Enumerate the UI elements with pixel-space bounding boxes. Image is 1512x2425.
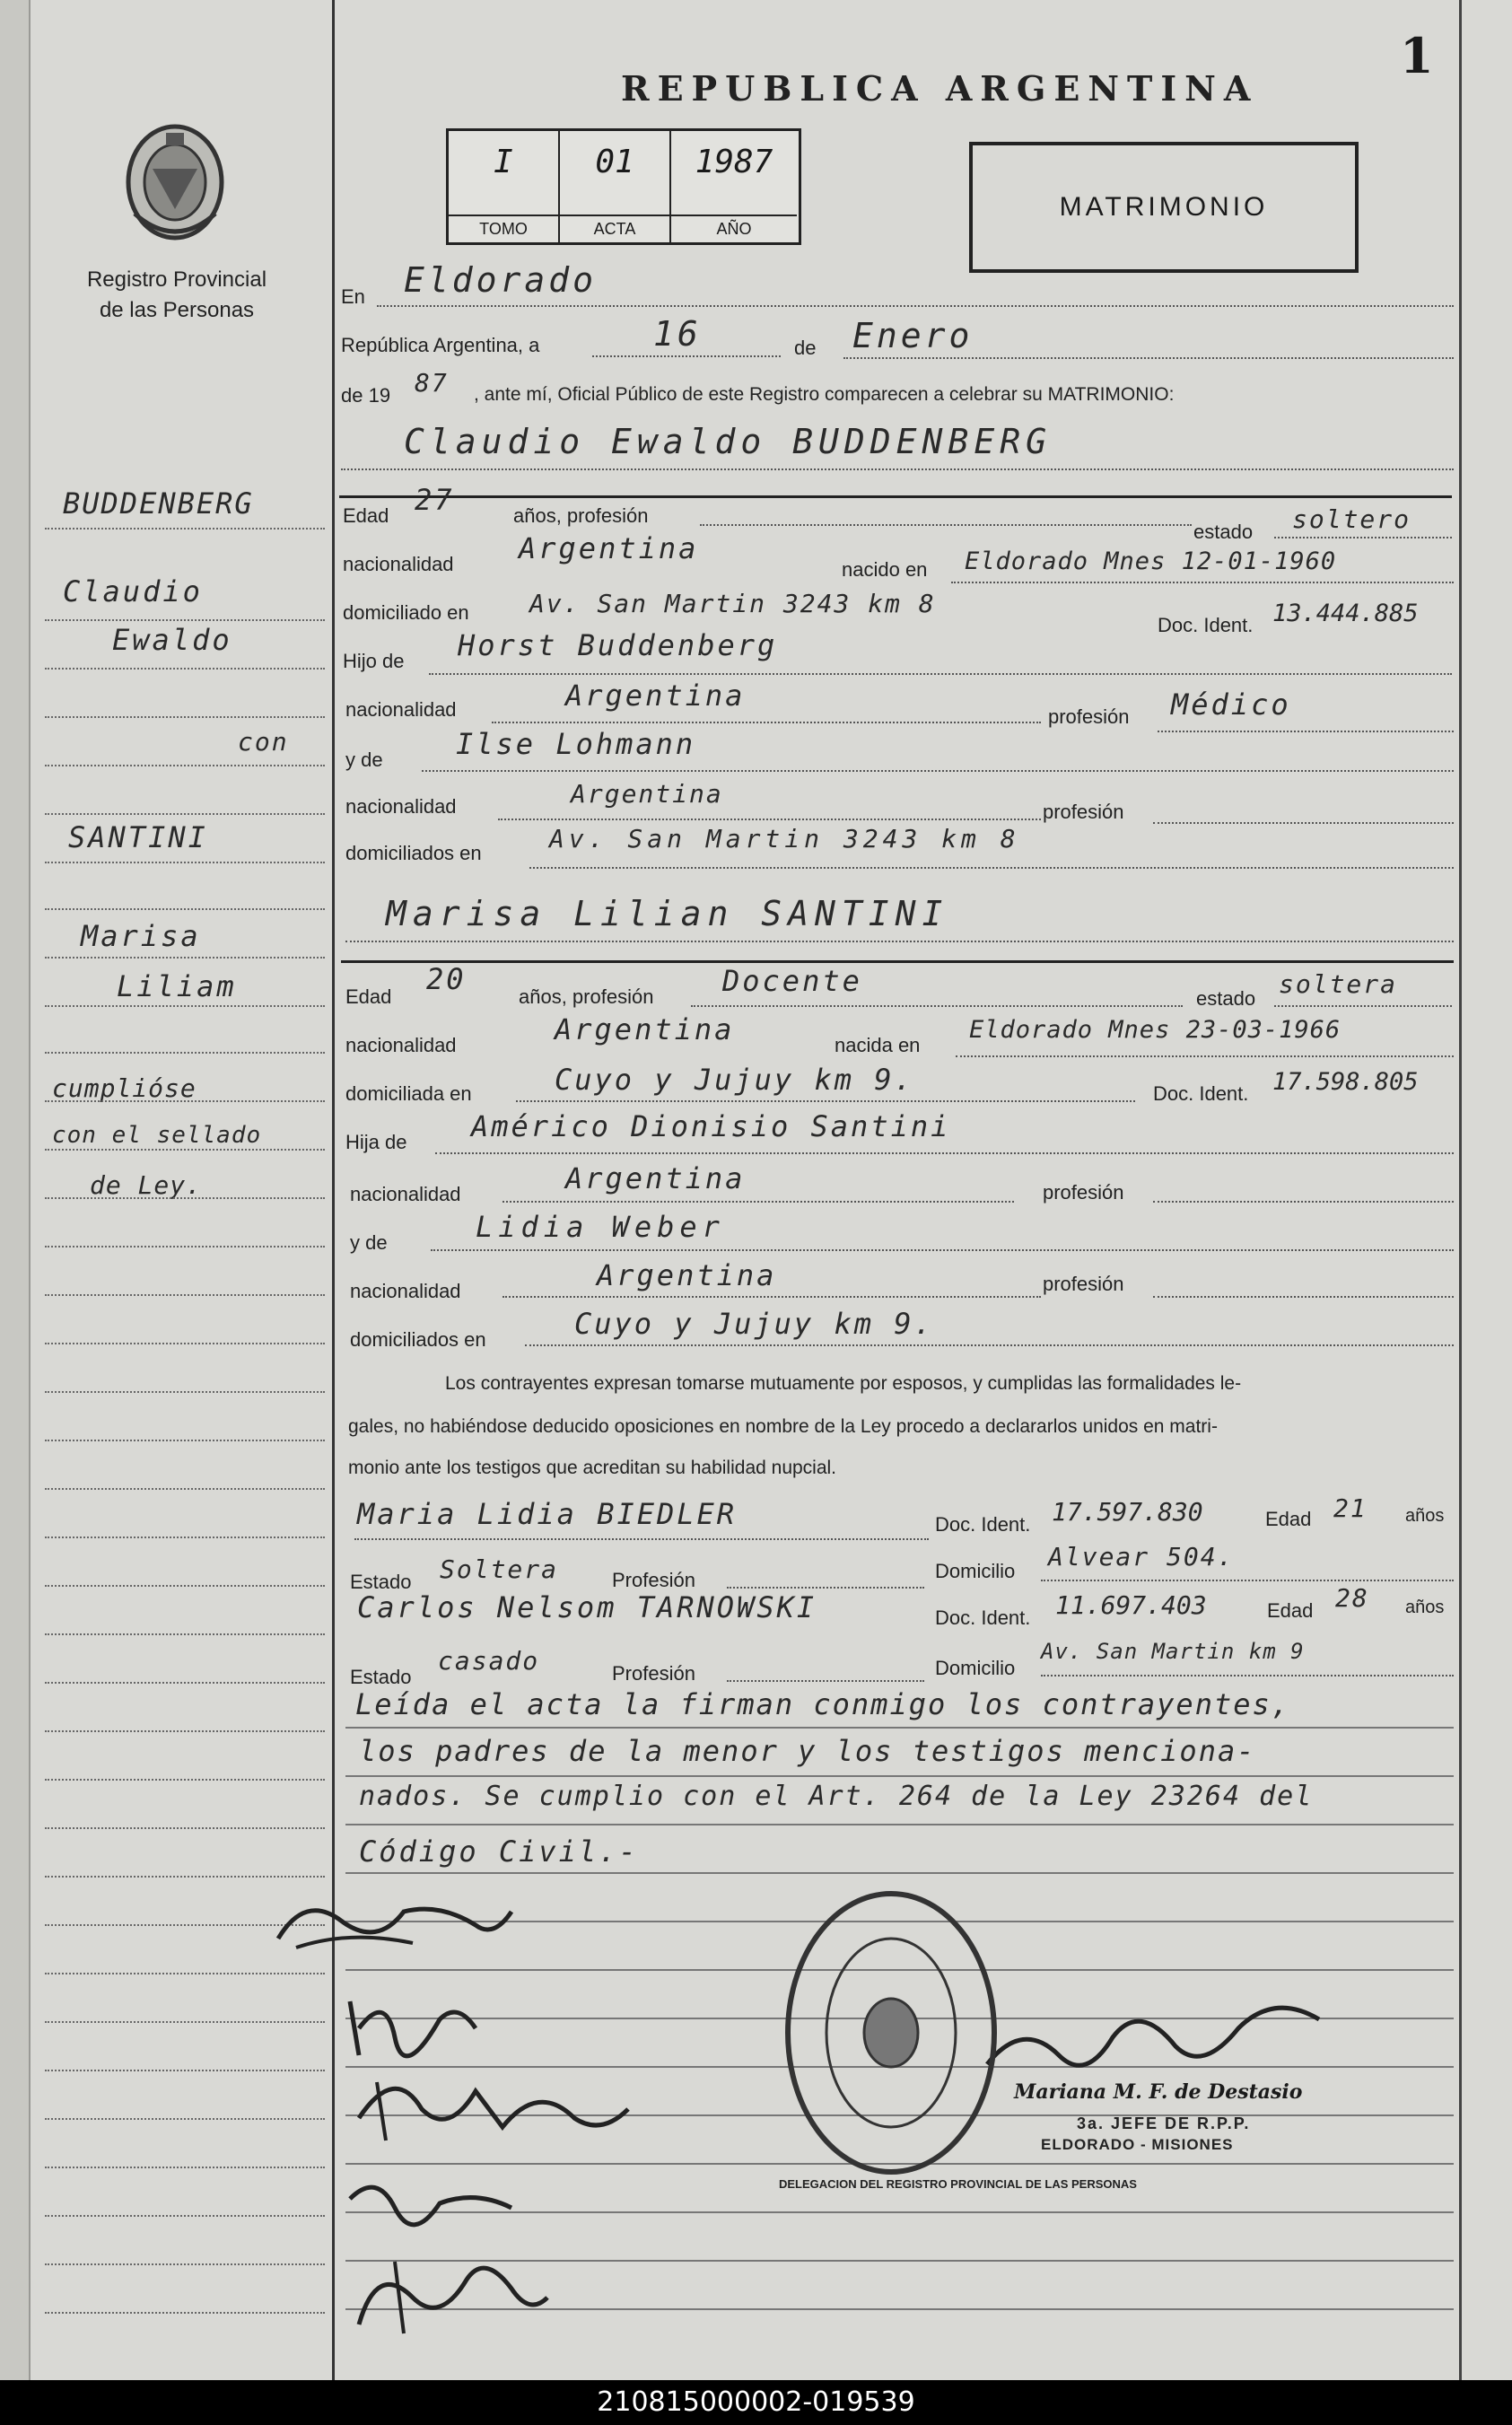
closing-rule [345, 1872, 1454, 1874]
groom-father-prof-label: profesión [1048, 705, 1130, 728]
margin-dotline [45, 2312, 325, 2314]
margin-dotline [45, 862, 325, 863]
margin-given-1b: Ewaldo [112, 623, 232, 657]
groom-status-dotline [1274, 537, 1452, 538]
margin-note-3: de Ley. [90, 1170, 203, 1200]
groom-estado-label: estado [1193, 521, 1254, 543]
margin-given-2a: Marisa [81, 919, 201, 953]
bride-father: Américo Dionisio Santini [471, 1109, 951, 1143]
bride-estado-label: estado [1196, 987, 1256, 1010]
page-edge [1459, 0, 1462, 2380]
ano-cell [671, 131, 797, 242]
margin-dotline [45, 2021, 325, 2023]
bride-parents-dom-label: domiciliados en [350, 1328, 486, 1351]
bride-father-prof-dotline [1153, 1201, 1454, 1203]
witness-1-name: Maria Lidia BIEDLER [357, 1497, 738, 1531]
witness-2-address: Av. San Martin km 9 [1041, 1639, 1305, 1664]
margin-dotline [45, 528, 325, 530]
margin-dotline [45, 716, 325, 718]
en-label: En [341, 285, 365, 308]
day-dotline [592, 355, 781, 357]
groom-father-dotline [429, 673, 1452, 675]
witness-2-anos-label: años [1405, 1598, 1445, 1617]
witness-1-doc-label: Doc. Ident. [935, 1513, 1031, 1536]
bride-father-nac-label: nacionalidad [350, 1183, 461, 1205]
year-prefix: de 19 [341, 384, 391, 407]
margin-con: con [238, 727, 289, 757]
page-number: 1 [1400, 27, 1434, 84]
bride-father-nac-dotline [503, 1201, 1014, 1203]
groom-status: soltero [1292, 504, 1411, 534]
groom-nacionalidad-label: nacionalidad [343, 553, 454, 575]
registry-name-line2: de las Personas [99, 298, 255, 322]
coat-of-arms-emblem [117, 115, 233, 250]
margin-dotline [45, 1633, 325, 1635]
ano-value: 1987 [695, 144, 773, 180]
margin-dotline [45, 2263, 325, 2265]
margin-dotline [45, 1294, 325, 1296]
closing-note-line-2: los padres de la menor y los testigos menciona- [359, 1734, 1256, 1768]
witness-1-dom-label: Domicilio [935, 1560, 1016, 1582]
bride-mother-prof-dotline [1153, 1296, 1454, 1298]
margin-surname-1: BUDDENBERG [63, 486, 254, 521]
groom-nationality: Argentina [519, 531, 699, 565]
bride-section-rule [341, 960, 1454, 963]
bride-profession-dotline [691, 1005, 1183, 1007]
witness-1-dom-dotline [1041, 1580, 1454, 1581]
de-label: de [794, 337, 817, 359]
bride-father-prof-label: profesión [1043, 1181, 1124, 1204]
margin-dotline [45, 1100, 325, 1102]
margin-dotline [45, 1005, 325, 1007]
margin-dotline [45, 1779, 325, 1781]
page-title: REPUBLICA ARGENTINA [621, 68, 1259, 109]
witness-1-name-dotline [354, 1538, 929, 1540]
groom-anos-profesion-label: años, profesión [513, 504, 649, 527]
groom-domiciliado-label: domiciliado en [343, 601, 469, 624]
bride-parents-dotline [525, 1344, 1454, 1346]
margin-dotline [45, 1343, 325, 1344]
margin-dotline [45, 813, 325, 815]
margin-given-1a: Claudio [63, 574, 203, 608]
bride-father-dotline [435, 1152, 1454, 1154]
groom-address: Av. San Martin 3243 km 8 [529, 589, 936, 618]
bride-birthplace: Eldorado Mnes 23-03-1966 [969, 1016, 1342, 1044]
margin-dotline [45, 1149, 325, 1151]
signature-official [341, 2226, 556, 2351]
signature-groom [269, 1876, 520, 1965]
witness-1-prof-label: Profesión [612, 1569, 695, 1591]
bride-status-dotline [1274, 1005, 1452, 1007]
closing-rule [345, 1727, 1454, 1729]
margin-surname-2: SANTINI [68, 820, 208, 854]
witness-2-prof-label: Profesión [612, 1662, 695, 1685]
bride-mother-dotline [431, 1249, 1454, 1251]
official-location: ELDORADO - MISIONES [1041, 2136, 1234, 2153]
groom-mother: Ilse Lohmann [456, 727, 696, 761]
margin-dotline [45, 2070, 325, 2071]
registry-name-line1: Registro Provincial [86, 267, 267, 292]
bride-mother-nac-dotline [503, 1296, 1041, 1298]
margin-given-2b: Liliam [117, 969, 237, 1003]
bride-nacionalidad-label: nacionalidad [345, 1034, 457, 1056]
witness-2-dom-dotline [1041, 1675, 1454, 1676]
acta-cell [560, 131, 671, 242]
place-value: Eldorado [404, 260, 598, 300]
bride-mother-nac-label: nacionalidad [350, 1280, 461, 1302]
bride-yde-label: y de [350, 1231, 388, 1254]
margin-dotline [45, 2118, 325, 2120]
witness-1-doc: 17.597.830 [1052, 1497, 1203, 1527]
groom-mother-nac-label: nacionalidad [345, 795, 457, 818]
witness-1-age: 21 [1333, 1493, 1368, 1523]
groom-parents-dotline [529, 867, 1454, 869]
declaration-line-2: gales, no habiéndose deducido oposiciones en nombre de la Ley procedo a declararlos unidos en matri- [348, 1416, 1218, 1437]
republica-label: República Argentina, a [341, 334, 540, 356]
margin-note-1: cumplióse [52, 1073, 197, 1103]
groom-father-profession: Médico [1171, 687, 1291, 722]
margin-note-2: con el sellado [52, 1122, 262, 1149]
registry-number-box [446, 128, 801, 245]
margin-dotline [45, 1827, 325, 1829]
margin-dotline [45, 668, 325, 670]
record-type-box: MATRIMONIO [969, 142, 1359, 273]
margin-dotline [45, 1682, 325, 1684]
witness-2-doc-label: Doc. Ident. [935, 1606, 1031, 1629]
closing-note-line-4: Código Civil.- [359, 1834, 639, 1869]
place-dotline [377, 305, 1454, 307]
bride-parents-address: Cuyo y Jujuy km 9. [574, 1307, 934, 1341]
seal-text: DELEGACION DEL REGISTRO PROVINCIAL DE LAS PERSONAS [779, 2177, 1137, 2191]
margin-dotline [45, 1197, 325, 1199]
witness-2-prof-dotline [727, 1680, 924, 1682]
margin-dotline [45, 2167, 325, 2168]
bride-hija-label: Hija de [345, 1131, 407, 1153]
margin-dotline [45, 619, 325, 621]
groom-parents-dom-label: domiciliados en [345, 842, 482, 864]
groom-father-nationality: Argentina [565, 678, 746, 713]
signature-bride [341, 2055, 637, 2154]
declaration-line-3: monio ante los testigos que acreditan su habilidad nupcial. [348, 1458, 837, 1478]
groom-age: 27 [415, 483, 455, 517]
bride-doc: 17.598.805 [1272, 1068, 1419, 1096]
witness-2-estado-label: Estado [350, 1666, 412, 1688]
groom-father-nac-label: nacionalidad [345, 698, 457, 721]
closing-note-line-3: nados. Se cumplio con el Art. 264 de la Ley 23264 del [359, 1781, 1314, 1812]
witness-1-estado-label: Estado [350, 1571, 412, 1593]
bride-mother-prof-label: profesión [1043, 1273, 1124, 1295]
bride-domiciliada-label: domiciliada en [345, 1082, 472, 1105]
tomo-cell [449, 131, 560, 242]
bride-mother: Lidia Weber [476, 1210, 725, 1244]
margin-dotline [45, 765, 325, 766]
witness-2-edad-label: Edad [1267, 1599, 1314, 1622]
book-spine [0, 0, 31, 2380]
witness-2-name: Carlos Nelsom TARNOWSKI [357, 1590, 817, 1624]
groom-mother-nac-dotline [498, 819, 1041, 820]
groom-nacido-label: nacido en [842, 558, 928, 581]
bride-name-dotline [345, 941, 1454, 942]
bride-birthplace-dotline [956, 1055, 1454, 1057]
witness-2-dom-label: Domicilio [935, 1657, 1016, 1679]
witness-1-status: Soltera [440, 1554, 559, 1584]
groom-birthplace: Eldorado Mnes 12-01-1960 [965, 547, 1337, 575]
ano-label: AÑO [671, 214, 797, 239]
image-caption: 210815000002-019539 [597, 2386, 915, 2418]
ante-text: , ante mí, Oficial Público de este Registro comparecen a celebrar su MATRIMONIO: [474, 384, 1175, 405]
groom-mother-prof-label: profesión [1043, 801, 1124, 823]
groom-yde-label: y de [345, 749, 383, 771]
bride-nacida-label: nacida en [835, 1034, 921, 1056]
bride-address-dotline [516, 1100, 1135, 1102]
margin-dotline [45, 1585, 325, 1587]
margin-dotline [45, 908, 325, 910]
groom-mother-dotline [422, 770, 1454, 772]
groom-doc: 13.444.885 [1272, 600, 1419, 627]
witness-1-prof-dotline [727, 1587, 924, 1589]
bride-nationality: Argentina [555, 1012, 735, 1046]
witness-2-status: casado [438, 1646, 540, 1676]
groom-parents-address: Av. San Martin 3243 km 8 [549, 824, 1020, 854]
month-value: Enero [852, 316, 974, 355]
bride-father-nationality: Argentina [565, 1161, 746, 1195]
witness-2-doc: 11.697.403 [1055, 1590, 1207, 1620]
margin-dotline [45, 1488, 325, 1490]
groom-profession-dotline [700, 524, 1192, 526]
margin-dotline [45, 1730, 325, 1732]
witness-1-edad-label: Edad [1265, 1508, 1312, 1530]
groom-full-name: Claudio Ewaldo BUDDENBERG [404, 422, 1052, 461]
closing-note-line-1: Leída el acta la firman conmigo los contrayentes, [355, 1687, 1291, 1721]
groom-father: Horst Buddenberg [458, 628, 778, 662]
closing-rule [345, 1824, 1454, 1825]
bride-profession: Docente [722, 964, 862, 998]
day-value: 16 [653, 314, 702, 354]
witness-2-age: 28 [1335, 1583, 1369, 1613]
registry-seal [779, 1885, 1003, 2181]
declaration-line-1: Los contrayentes expresan tomarse mutuamente por esposos, y cumplidas las formalidades le- [445, 1373, 1242, 1394]
margin-dotline [45, 1536, 325, 1538]
bride-edad-label: Edad [345, 985, 392, 1008]
official-name: Mariana M. F. de Destasio [1014, 2080, 1303, 2104]
bride-age: 20 [426, 962, 467, 996]
bride-full-name: Marisa Lilian SANTINI [386, 894, 949, 933]
year-suffix: 87 [415, 368, 449, 398]
groom-father-prof-dotline [1158, 731, 1454, 732]
bride-anos-profesion-label: años, profesión [519, 985, 654, 1008]
margin-dotline [45, 1052, 325, 1054]
margin-dotline [45, 1440, 325, 1441]
margin-dotline [45, 1246, 325, 1248]
bride-doc-label: Doc. Ident. [1153, 1082, 1249, 1105]
official-title: 3a. JEFE DE R.P.P. [1077, 2114, 1251, 2132]
month-dotline [843, 357, 1454, 359]
groom-father-nac-dotline [492, 722, 1041, 723]
groom-name-dotline [341, 468, 1454, 470]
tomo-label: TOMO [449, 214, 558, 239]
acta-value: 01 [595, 144, 634, 180]
margin-dotline [45, 1973, 325, 1974]
bride-mother-nationality: Argentina [597, 1258, 777, 1292]
groom-hijo-label: Hijo de [343, 650, 405, 672]
image-caption-bar [0, 2380, 1512, 2425]
groom-birthplace-dotline [951, 582, 1454, 583]
groom-mother-nationality: Argentina [571, 779, 723, 809]
groom-mother-prof-dotline [1153, 822, 1454, 824]
groom-section-rule [339, 495, 1452, 498]
acta-label: ACTA [560, 214, 669, 239]
witness-1-address: Alvear 504. [1048, 1542, 1235, 1571]
witness-1-anos-label: años [1405, 1506, 1445, 1526]
bride-status: soltera [1279, 969, 1398, 999]
margin-dotline [45, 957, 325, 959]
margin-dotline [45, 2215, 325, 2217]
groom-edad-label: Edad [343, 504, 389, 527]
margin-dotline [45, 1391, 325, 1393]
groom-doc-label: Doc. Ident. [1158, 614, 1254, 636]
tomo-value: I [494, 144, 513, 180]
closing-rule [345, 1775, 1454, 1777]
bride-address: Cuyo y Jujuy km 9. [555, 1063, 914, 1097]
